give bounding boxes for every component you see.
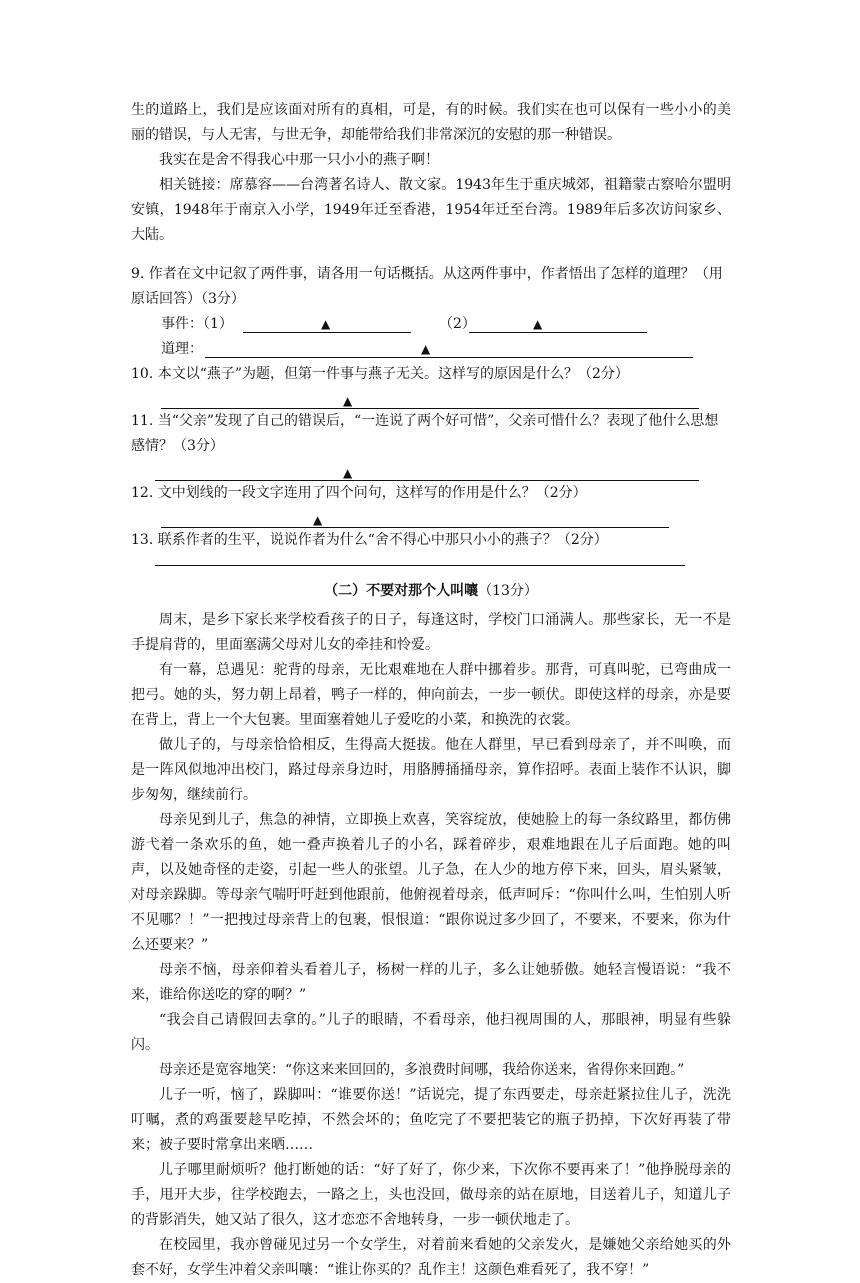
answer-marker: ▲ bbox=[313, 513, 323, 527]
q11-answer-blank[interactable] bbox=[155, 462, 699, 481]
question-11: 11. 当“父亲”发现了自己的错误后，“一连说了两个好可惜”，父亲可惜什么？表现了他什么思想感情？（3分） bbox=[131, 413, 719, 454]
question-12: 12. 文中划线的一段文字连用了四个问句，这样写的作用是什么？（2分） bbox=[131, 485, 587, 501]
q10-answer-line bbox=[131, 387, 731, 409]
q9-event2-label: （2） bbox=[439, 316, 476, 332]
q12-answer-line bbox=[131, 506, 731, 528]
passage-paragraph: 生的道路上，我们是应该面对所有的真相，可是，有的时候。我们实在也可以保有一些小小的美丽的错误，与人无害，与世无争，却能带给我们非常深沉的安慰的那一种错误。 bbox=[131, 102, 731, 143]
passage-paragraph: 在校园里，我亦曾碰见过另一个女学生，对着前来看她的父亲发火，是嫌她父亲给她买的外套不好，女学生冲着父亲叫嚷：“谁让你买的？乱作主！这颜色难看死了，我不穿！” bbox=[131, 1237, 731, 1278]
passage-paragraph: 我实在是舍不得我心中那一只小小的燕子啊！ bbox=[159, 152, 439, 168]
question-13: 13. 联系作者的生平，说说作者为什么“舍不得心中那只小小的燕子？（2分） bbox=[131, 532, 608, 548]
related-link-note: 相关链接：席慕容——台湾著名诗人、散文家。1943年生于重庆城郊，祖籍蒙古察哈尔盟明安镇，1948年于南京入小学，1949年迁至香港，1954年迁至台湾。1989年后多次访问家乡、大陆。 bbox=[131, 177, 731, 243]
section-2-points: （13分） bbox=[478, 583, 538, 599]
passage-paragraph: “我会自己请假回去拿的。”儿子的眼睛，不看母亲，他扫视周围的人，那眼神，明显有些躲闪。 bbox=[131, 1012, 731, 1053]
answer-marker: ▲ bbox=[343, 466, 353, 480]
section-2-title bbox=[131, 579, 731, 604]
answer-marker: ▲ bbox=[421, 342, 431, 356]
passage-paragraph: 有一幕，总遇见：驼背的母亲，无比艰难地在人群中挪着步。那背，可真叫驼，已弯曲成一把弓。她的头，努力朝上昂着，鸭子一样的，伸向前去，一步一顿伏。即使这样的母亲，亦是要在背上，背上一个大包裹。里面塞着她儿子爱吃的小菜，和换洗的衣裳。 bbox=[131, 662, 731, 728]
passage-paragraph: 儿子哪里耐烦听？他打断她的话：“好了好了，你少来，下次你不要再来了！”他挣脱母亲的手，甩开大步，往学校跑去，一路之上，头也没回，做母亲的站在原地，目送着儿子，知道儿子的背影消失，她又站了很久，这才恋恋不舍地转身，一步一顿伏地走了。 bbox=[131, 1162, 731, 1228]
q13-answer-blank[interactable] bbox=[155, 547, 685, 566]
q11-answer-line bbox=[131, 459, 731, 481]
answer-marker: ▲ bbox=[321, 317, 331, 331]
q9-reason-answer-blank[interactable] bbox=[205, 339, 693, 358]
q13-answer-line bbox=[131, 553, 731, 567]
answer-marker: ▲ bbox=[343, 394, 353, 408]
q9-event2-answer-blank[interactable] bbox=[469, 314, 647, 333]
passage-paragraph: 做儿子的，与母亲恰恰相反，生得高大挺拔。他在人群里，早已看到母亲了，并不叫唤，而是一阵风似地冲出校门，路过母亲身边时，用胳膊捅捅母亲，算作招呼。表面上装作不认识，脚步匆匆，继续前行。 bbox=[131, 737, 731, 803]
answer-marker: ▲ bbox=[533, 317, 543, 331]
q9-reason-row bbox=[131, 337, 731, 362]
passage-paragraph: 母亲不恼，母亲仰着头看着儿子，杨树一样的儿子，多么让她骄傲。她轻言慢语说：“我不来，谁给你送吃的穿的啊？” bbox=[131, 962, 731, 1003]
q12-answer-blank[interactable] bbox=[161, 509, 669, 528]
passage-paragraph: 周末，是乡下家长来学校看孩子的日子，每逢这时，学校门口涌满人。那些家长，无一不是手提肩背的，里面塞满父母对儿女的牵挂和怜爱。 bbox=[131, 612, 731, 653]
passage-paragraph: 母亲还是宽容地笑：“你这来来回回的，多浪费时间哪，我给你送来，省得你来回跑。” bbox=[159, 1062, 685, 1078]
q9-reason-label: 道理： bbox=[161, 341, 203, 357]
q10-answer-blank[interactable] bbox=[161, 390, 699, 409]
question-9: 9. 作者在文中记叙了两件事，请各用一句话概括。从这两件事中，作者悟出了怎样的道理？（用原话回答）（3分） bbox=[131, 266, 723, 307]
exam-page bbox=[131, 98, 731, 1283]
section-2-title-text: （二）不要对那个人叫嚷 bbox=[324, 583, 479, 599]
q9-event-label: 事件：（1） bbox=[161, 316, 233, 332]
passage-paragraph: 儿子一听，恼了，跺脚叫：“谁要你送！”话说完，提了东西要走，母亲赶紧拉住儿子，洗洗叮嘱，煮的鸡蛋要趁早吃掉，不然会坏的；鱼吃完了不要把装它的瓶子扔掉，下次好再装了带来；被子要时常拿出来晒…… bbox=[131, 1087, 731, 1153]
q9-events-row bbox=[131, 312, 731, 337]
question-10: 10. 本文以“燕子”为题，但第一件事与燕子无关。这样写的原因是什么？（2分） bbox=[131, 366, 629, 382]
passage-paragraph: 母亲见到儿子，焦急的神情，立即换上欢喜，笑容绽放，使她脸上的每一条纹路里，都仿佛游弋着一条欢乐的鱼，她一叠声换着儿子的小名，踩着碎步，艰难地跟在儿子后面跑。她的叫声，以及她奇怪的走姿，引起一些人的张望。儿子急，在人少的地方停下来，回头，眉头紧皱，对母亲跺脚。等母亲气喘吁吁赶到他跟前，他俯视着母亲，低声呵斥：“你叫什么叫，生怕别人听不见哪？！”一把拽过母亲背上的包裹，恨恨道：“跟你说过多少回了，不要来，不要来，你为什么还要来？” bbox=[131, 812, 731, 953]
